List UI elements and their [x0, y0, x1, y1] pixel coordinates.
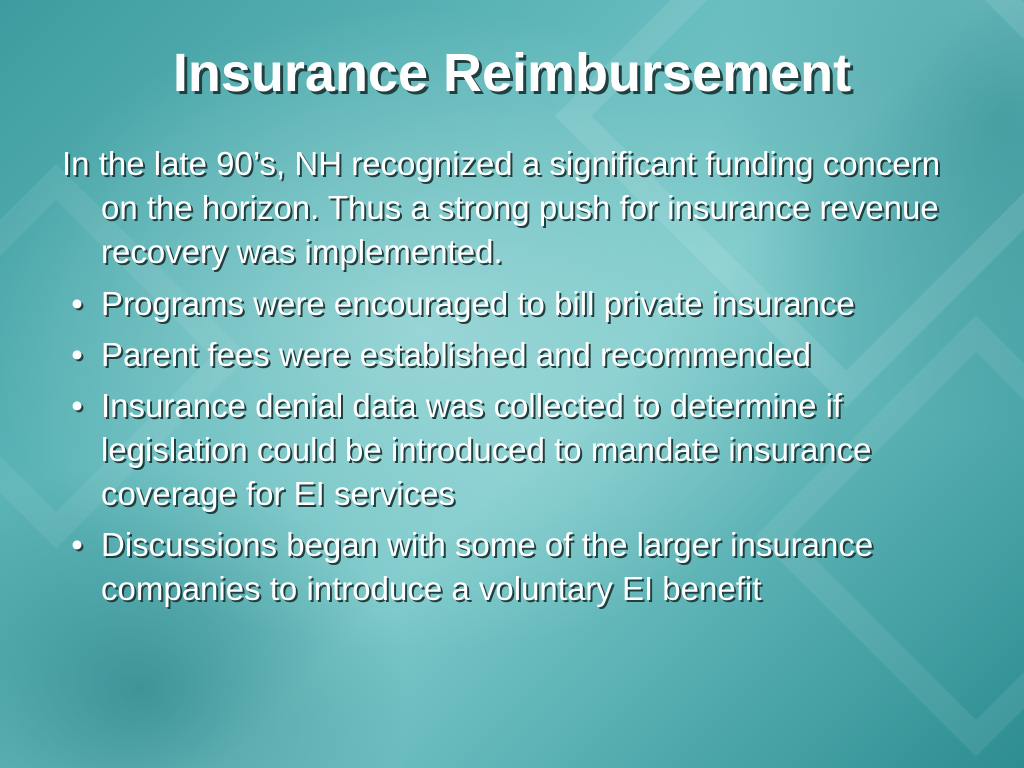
slide-body [62, 142, 982, 618]
slide-title: Insurance Reimbursement [172, 43, 852, 103]
bullet-dot-icon: • [71, 336, 83, 373]
bullet-dot-icon: • [71, 526, 83, 563]
bullet-item [62, 333, 982, 377]
bullet-text: Insurance denial data was collected to determine if legislation could be introduced to mandate insurance coverage for EI services [101, 387, 872, 512]
bullet-text: Discussions began with some of the larger insurance companies to introduce a voluntary EI benefit [101, 526, 874, 607]
bullet-text: Programs were encouraged to bill private insurance [101, 285, 855, 322]
bullet-dot-icon: • [71, 387, 83, 424]
bullet-item [62, 282, 982, 326]
bullet-list [62, 282, 982, 611]
bullet-item [62, 384, 982, 516]
bullet-dot-icon: • [71, 285, 83, 322]
intro-paragraph: In the late 90’s, NH recognized a significant funding concern on the horizon. Thus a strong push for insurance revenue recovery was implemented. [62, 145, 941, 270]
bullet-text: Parent fees were established and recommended [101, 336, 811, 373]
bullet-item [62, 523, 982, 611]
